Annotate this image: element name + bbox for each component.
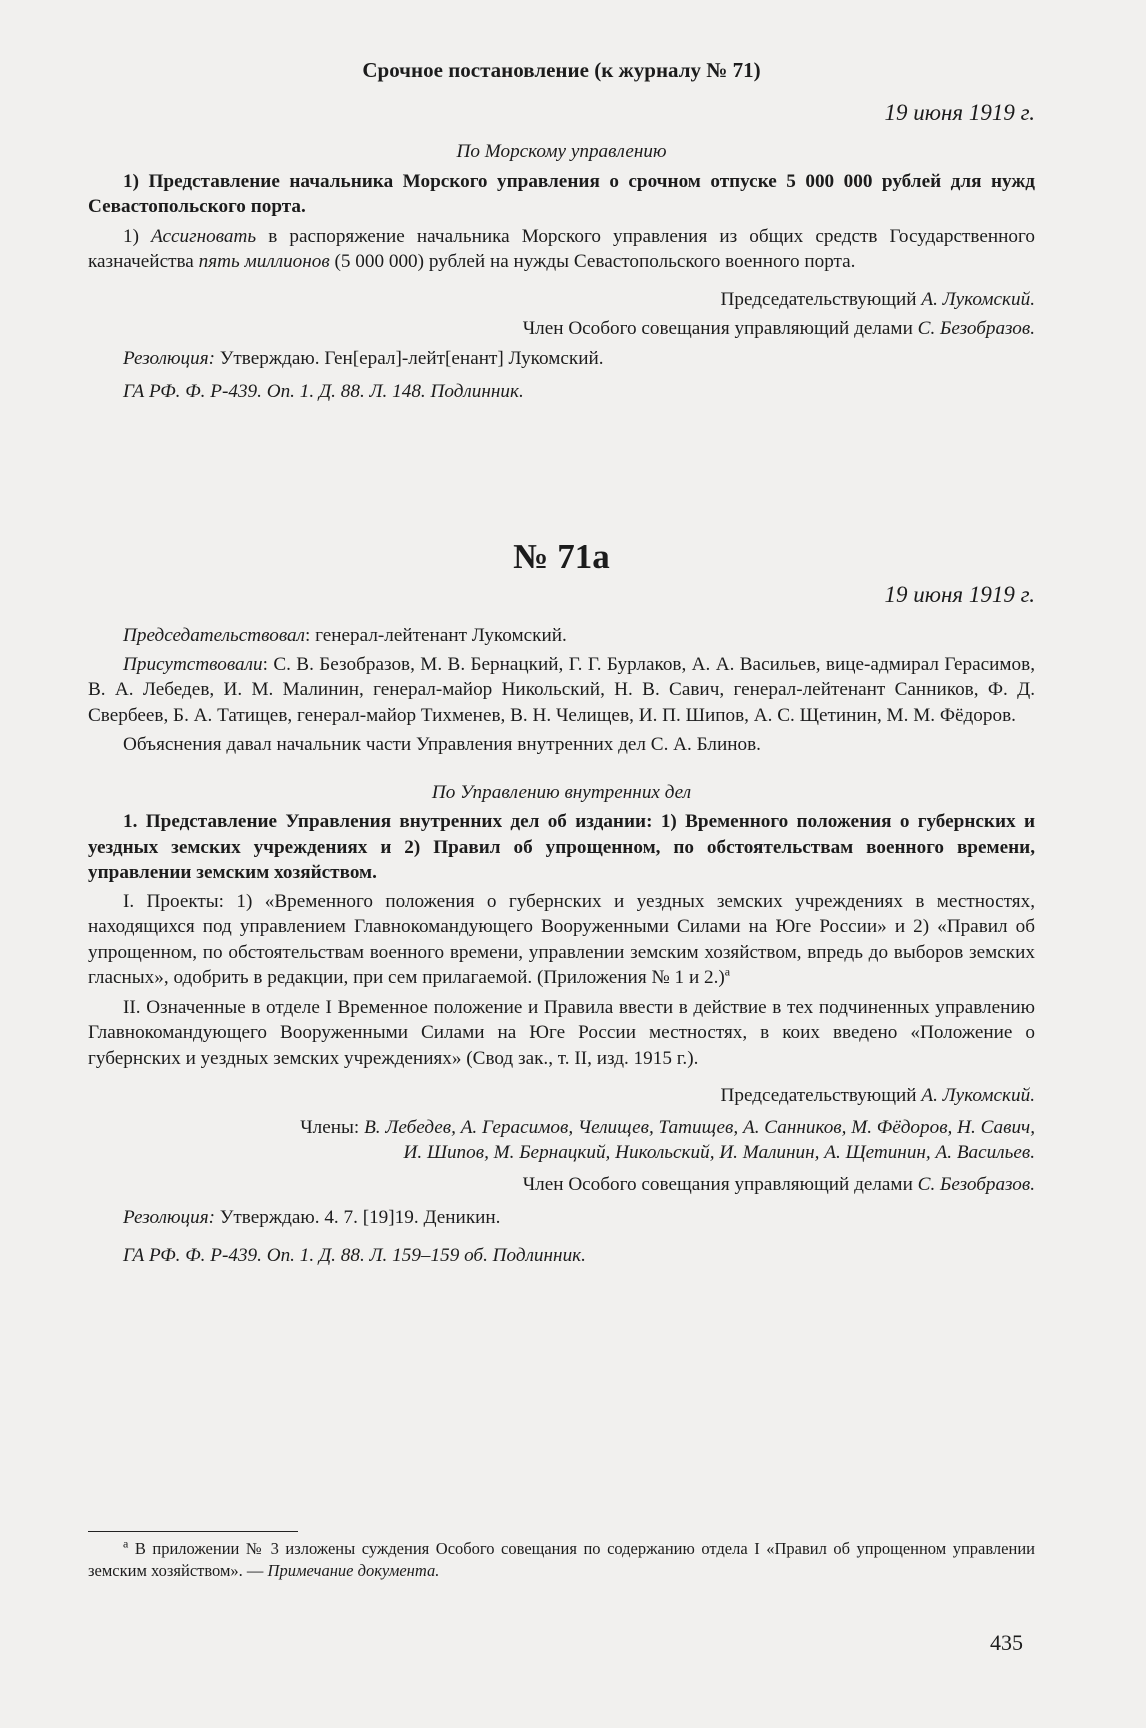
doc71-member-prefix: Член Особого совещания управляющий делами	[522, 318, 918, 339]
footnote-ref: а	[724, 964, 731, 979]
doc71a-chaired	[88, 623, 1035, 649]
doc71-section: По Морскому управлению	[456, 141, 667, 162]
doc71a-members	[88, 1115, 1035, 1166]
doc71a-item-title: 1. Представление Управления внутренних дел об издании: 1) Временного положения о губернских и уездных земских учреждениях и 2) Правил об упрощенном, по обстоятельствам военного времени, управлении земским хозяйством.	[88, 811, 1035, 883]
doc71-title: Срочное постановление (к журналу № 71)	[362, 58, 761, 82]
doc71a-section: По Управлению внутренних дел	[431, 781, 692, 803]
page-number: 435	[990, 1630, 1023, 1655]
doc71-member	[88, 316, 1035, 342]
footnote-text: В приложении № 3 изложены суждения Особого совещания по содержанию отдела I «Правил об упрощенном управлении земским хозяйством». —	[88, 1539, 1035, 1580]
doc71a-archive: ГА РФ. Ф. Р-439. Оп. 1. Д. 88. Л. 159–159 об. Подлинник.	[123, 1244, 586, 1266]
doc71a-chair	[88, 1083, 1035, 1109]
doc71a-present	[88, 652, 1035, 729]
footnote-rule	[88, 1531, 298, 1532]
doc71a-para1	[88, 889, 1035, 991]
doc71-archive: ГА РФ. Ф. Р-439. Оп. 1. Д. 88. Л. 148. Подлинник.	[123, 381, 524, 402]
doc71-chair-name: А. Лукомский.	[921, 288, 1035, 310]
doc71a-para2: II. Означенные в отделе I Временное положение и Правила ввести в действие в тех подчиненных управлению Главнокомандующего Вооруженными Силами на Юге России местностях, в коих введено «Положение о губернских и уездных земских учреждениях» (Свод зак., т. II, изд. 1915 г.).	[88, 996, 1035, 1069]
doc71-res-label: Резолюция:	[123, 347, 216, 369]
doc71a-chair-name: А. Лукомский.	[921, 1085, 1035, 1106]
doc71a-present-text: : С. В. Безобразов, М. В. Бернацкий, Г. Г. Бурлаков, А. А. Васильев, вице-адмирал Герасимов, В. А. Лебедев, И. М. Малинин, генерал-майор Никольский, Н. В. Савич, генерал-лейтенант Санников, Ф. Д. Свербеев, Б. А. Татищев, генерал-майор Тихменев, В. Н. Челищев, И. П. Шипов, А. С. Щетинин, М. М. Фёдоров.	[88, 653, 1035, 726]
doc71a-chaired-text: : генерал-лейтенант Лукомский.	[305, 625, 567, 646]
doc71-block	[88, 57, 1035, 405]
doc71a-res-label: Резолюция:	[123, 1207, 216, 1228]
doc71a-member	[88, 1172, 1035, 1198]
doc71a-explain: Объяснения давал начальник части Управления внутренних дел С. А. Блинов.	[123, 734, 761, 755]
doc71-para-end: (5 000 000) рублей на нужды Севастопольского военного порта.	[329, 251, 856, 272]
doc71-member-name: С. Безобразов.	[917, 318, 1035, 339]
doc71-chair	[88, 287, 1035, 313]
doc71a-chair-prefix: Председательствующий	[720, 1085, 922, 1106]
doc71a-present-label: Присутствовали	[123, 653, 263, 675]
doc71a-chaired-label: Председательствовал	[123, 625, 305, 646]
doc71-paragraph	[88, 224, 1035, 275]
doc71-resolution	[88, 346, 1035, 372]
doc71-para-mid: в распоряжение начальника Морского управления из общих средств Государственного казначейства	[88, 225, 1036, 272]
doc71a-members-label: Члены:	[300, 1116, 365, 1138]
doc71-item-title: 1) Представление начальника Морского управления о срочном отпуске 5 000 000 рублей для нужд Севастопольского порта.	[88, 170, 1035, 217]
doc71a-member-name: С. Безобразов.	[917, 1173, 1035, 1195]
doc71-para-verb: Ассигновать	[151, 225, 257, 247]
doc71-date: 19 июня 1919 г.	[884, 100, 1035, 125]
doc71a-members-line1: В. Лебедев, А. Герасимов, Челищев, Татищев, А. Санников, М. Фёдоров, Н. Савич,	[364, 1116, 1035, 1138]
doc71a-res-text: Утверждаю. 4. 7. [19]19. Деникин.	[215, 1207, 501, 1228]
doc71-res-text: Утверждаю. Ген[ерал]-лейт[енант] Лукомский.	[215, 347, 604, 369]
doc71a-para1-text: I. Проекты: 1) «Временного положения о губернских и уездных земских учреждениях в местностях, находящихся под управлением Главнокомандующего Вооруженными Силами на Юге России» и 2) «Правил об упрощенном, по обстоятельствам военного времени, управлении земским хозяйством, впредь до выборов земских гласных», одобрить в редакции, при сем прилагаемой. (Приложения № 1 и 2.)	[88, 890, 1035, 988]
doc71a-member-prefix: Член Особого совещания управляющий делами	[522, 1173, 918, 1195]
doc71-chair-prefix: Председательствующий	[720, 288, 922, 310]
doc71-para-num: 1)	[123, 225, 152, 247]
footnote-mark: а	[123, 1536, 129, 1551]
footnote	[88, 1538, 1035, 1581]
doc71a-resolution	[88, 1205, 1035, 1231]
doc71a-title: № 71а	[513, 537, 610, 576]
doc71a-date: 19 июня 1919 г.	[884, 582, 1035, 607]
doc71-para-amount: пять миллионов	[198, 251, 330, 272]
footnote-note: Примечание документа.	[267, 1560, 440, 1580]
doc71a-block	[88, 537, 1035, 1268]
doc71a-members-line2: И. Шипов, М. Бернацкий, Никольский, И. Малинин, А. Щетинин, А. Васильев.	[403, 1142, 1035, 1163]
footnote-block	[88, 1538, 1035, 1581]
